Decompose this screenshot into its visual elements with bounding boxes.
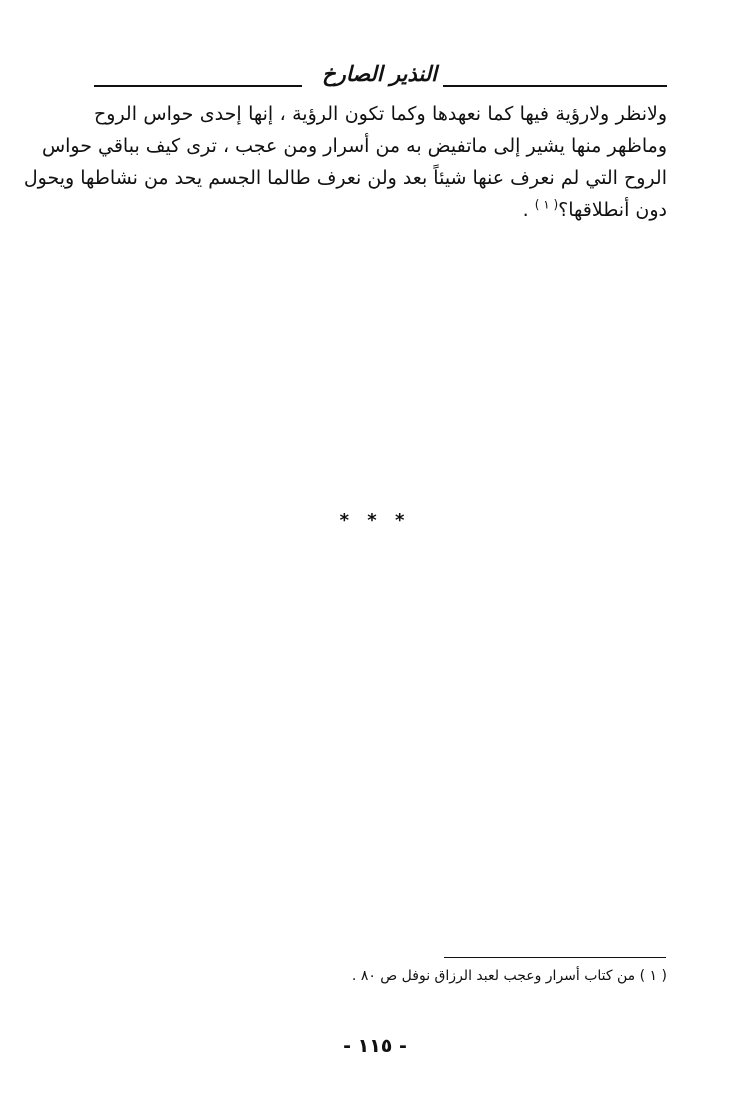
section-separator: * * * xyxy=(339,510,411,531)
body-paragraph xyxy=(23,98,667,226)
page-number: - ١١٥ - xyxy=(343,1035,407,1057)
footnote-rule xyxy=(444,957,666,958)
body-line-2: وماظهر منها يشير إلى ماتفيض به من أسرار ومن عجب ، ترى كيف بباقي حواس xyxy=(41,135,667,157)
header-rule-left xyxy=(94,85,302,87)
body-line-4-end: . xyxy=(522,199,535,221)
header-title: النذير الصارخ xyxy=(322,62,437,86)
footnote-reference: ( ١ ) xyxy=(534,197,559,212)
body-line-4 xyxy=(94,194,667,226)
running-header xyxy=(94,58,667,92)
body-line-1: ولانظر ولارؤية فيها كما نعهدها وكما تكون الرؤية ، إنها إحدى حواس الروح xyxy=(94,103,667,125)
footnote: ( ١ ) من كتاب أسرار وعجب لعبد الرزاق نوفل ص ٨٠ . xyxy=(351,968,667,984)
header-rule-right xyxy=(443,85,667,87)
body-line-3: الروح التي لم نعرف عنها شيئاً بعد ولن نعرف طالما الجسم يحد من نشاطها ويحول xyxy=(23,167,667,189)
body-line-4-text: دون أنطلاقها؟ xyxy=(558,199,667,221)
